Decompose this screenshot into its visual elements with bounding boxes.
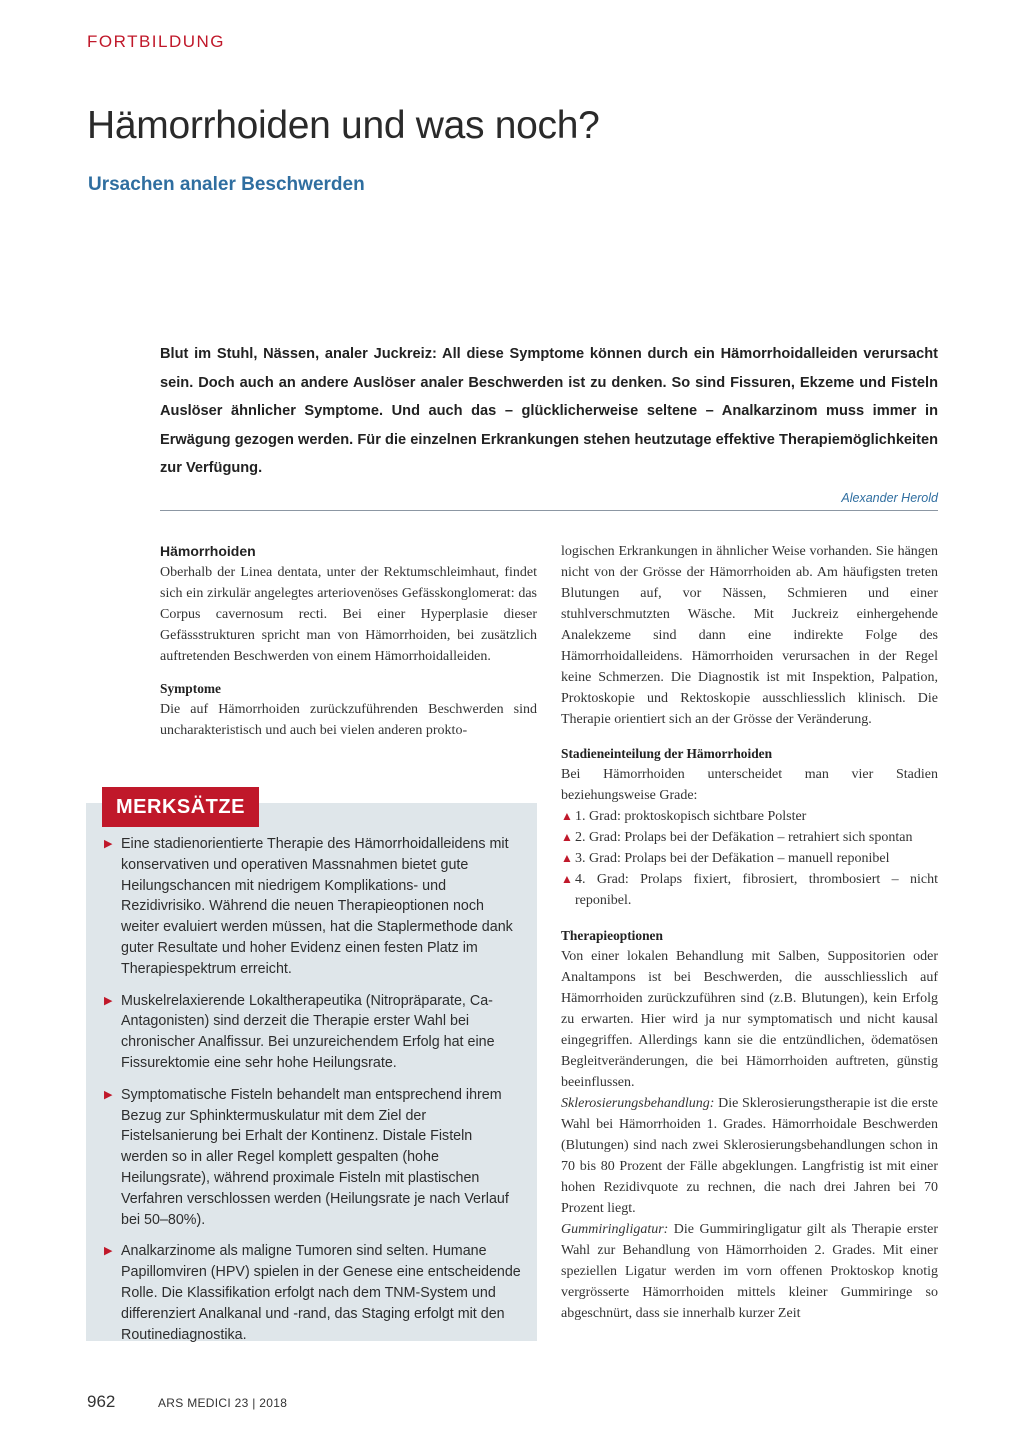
heading-therapieoptionen: Therapieoptionen: [561, 928, 663, 943]
body-paragraph: Die auf Hämorrhoiden zurückzuführenden Beschwerden sind uncharakteristisch und auch bei vielen anderen prokto-: [160, 702, 537, 738]
triangle-icon: ▲: [561, 830, 573, 844]
stage-item: [561, 848, 938, 869]
right-column: [561, 541, 938, 1324]
stage-text: 3. Grad: Prolaps bei der Defäkation – manuell reponibel: [575, 851, 890, 866]
merksaetze-title: MERKSÄTZE: [102, 787, 259, 827]
term-label: Gummiringligatur:: [561, 1222, 669, 1237]
arrow-right-icon: ▶: [104, 994, 113, 1007]
stage-text: 1. Grad: proktoskopisch sichtbare Polster: [575, 809, 807, 824]
merksatz-text: Muskelrelaxierende Lokaltherapeutika (Nitropräparate, Ca-Antagonisten) sind derzeit die Therapie erster Wahl bei chronischer Analfissur. Bei unzureichendem Erfolg hat eine Fissurektomie eine sehr hohe Heilungsrate.: [121, 992, 495, 1071]
body-paragraph: Oberhalb der Linea dentata, unter der Rektumschleimhaut, findet sich ein zirkulär angelegtes arteriovenöses Gefässkonglomerat: das Corpus cavernosum recti. Bei einer Hyperplasie dieser Gefässstrukturen spricht man von Hämorrhoiden, bei zusätzlich auftretenden Beschwerden von einem Hämorrhoidalleiden.: [160, 565, 537, 664]
merksatz-item: [104, 991, 522, 1074]
left-column: [160, 541, 537, 741]
journal-name: ARS MEDICI 23 | 2018: [158, 1396, 288, 1410]
merksatz-item: [104, 1241, 522, 1345]
body-paragraph: Von einer lokalen Behandlung mit Salben, Suppositorien oder Analtampons ist bei Beschwerden, die ausschliesslich auf Hämorrhoiden zurückzuführen sind (z.B. Blutungen), kein Erfolg zu erwarten. Hier wird ja nur symptomatisch und nicht kausal eingegriffen. Allerdings kann sie die entzündlichen, ödematösen Begleitveränderungen, die bei Hämorrhoiden auftreten, günstig beeinflussen.: [561, 949, 938, 1090]
heading-symptome: Symptome: [160, 681, 221, 696]
triangle-icon: ▲: [561, 851, 573, 865]
article-subtitle: Ursachen analer Beschwerden: [88, 174, 365, 195]
body-paragraph: [561, 1093, 938, 1219]
section-label: FORTBILDUNG: [87, 32, 226, 51]
triangle-icon: ▲: [561, 809, 573, 823]
divider-rule: [160, 510, 938, 511]
merksatz-text: Eine stadienorientierte Therapie des Hämorrhoidalleidens mit konservativen und operativen Massnahmen bietet gute Heilungschancen mit niedrigem Komplikations- und Rezidivrisiko. Während die neuen Therapieoptionen noch weiter evaluiert werden müssen, hat die Staplermethode dank guter Resultate und hoher Evidenz einen festen Platz im Therapiespektrum erreicht.: [121, 836, 513, 977]
stage-text: 4. Grad: Prolaps fixiert, fibrosiert, thrombosiert – nicht reponibel.: [575, 872, 938, 908]
arrow-right-icon: ▶: [104, 1245, 113, 1258]
article-title: Hämorrhoiden und was noch?: [87, 104, 600, 147]
body-paragraph: [561, 1219, 938, 1324]
stage-item: [561, 869, 938, 911]
page-number: 962: [87, 1392, 116, 1411]
merksatz-item: [104, 834, 522, 980]
lead-paragraph: Blut im Stuhl, Nässen, analer Juckreiz: All diese Symptome können durch ein Hämorrhoidalleiden verursacht sein. Doch auch an andere Auslöser analer Beschwerden ist zu denken. So sind Fissuren, Ekzeme und Fisteln Auslöser ähnlicher Symptome. Und auch das – glücklicherweise seltene – Analkarzinom muss immer in Erwägung gezogen werden. Für die einzelnen Erkrankungen stehen heutzutage effektive Therapiemöglichkeiten zur Verfügung.: [160, 346, 938, 477]
heading-haemorrhoiden: Hämorrhoiden: [160, 543, 256, 559]
term-text: Die Gummiringligatur gilt als Therapie erster Wahl zur Behandlung von Hämorrhoiden 2. Grades. Mit einer speziellen Ligatur werden im vorn offenen Proktoskop knotig vergrösserte Hämorrhoiden mittels kleiner Gummiringe so abgeschnürt, dass sie innerhalb kurzer Zeit: [561, 1222, 938, 1321]
merksatz-text: Analkarzinome als maligne Tumoren sind selten. Humane Papillomviren (HPV) spielen in der Genese eine entscheidende Rolle. Die Klassifikation erfolgt nach dem TNM-System und differenziert Analkanal und -rand, das Staging erfolgt mit den Routinediagnostika.: [121, 1243, 521, 1343]
stage-item: [561, 806, 938, 827]
term-text: Die Sklerosierungstherapie ist die erste Wahl bei Hämorrhoiden 1. Grades. Hämorrhoidale Beschwerden (Blutungen) sind nach zwei Sklerosierungsbehandlungen schon in 70 bis 80 Prozent der Fälle abgeklungen. Langfristig ist mit einer hohen Rezidivquote zu rechnen, die nach drei Jahren bei 70 Prozent liegt.: [561, 1096, 938, 1216]
arrow-right-icon: ▶: [104, 838, 113, 850]
author-name: Alexander Herold: [841, 491, 938, 505]
stage-text: 2. Grad: Prolaps bei der Defäkation – retrahiert sich spontan: [575, 830, 913, 845]
merksaetze-list: [104, 834, 522, 1356]
body-paragraph: Bei Hämorrhoiden unterscheidet man vier Stadien beziehungsweise Grade:: [561, 767, 938, 803]
stage-item: [561, 827, 938, 848]
heading-stadieneinteilung: Stadieneinteilung der Hämorrhoiden: [561, 746, 773, 761]
body-paragraph: logischen Erkrankungen in ähnlicher Weise vorhanden. Sie hängen nicht von der Grösse der Hämorrhoiden ab. Am häufigsten treten Blutungen auf, vor Nässen, Schmieren und einer stuhlverschmutzten Wäsche. Mit Juckreiz einhergehende Analekzeme sind dann eine indirekte Folge des Hämorrhoidalleidens. Hämorrhoiden verursachen in der Regel keine Schmerzen. Die Diagnostik ist mit Inspektion, Palpation, Proktoskopie und Rektoskopie ausschliesslich klinisch. Die Therapie orientiert sich an der Grösse der Veränderung.: [561, 544, 938, 727]
term-label: Sklerosierungsbehandlung:: [561, 1096, 715, 1111]
merksatz-item: [104, 1085, 522, 1231]
arrow-right-icon: ▶: [104, 1088, 113, 1101]
triangle-icon: ▲: [561, 872, 573, 886]
merksatz-text: Symptomatische Fisteln behandelt man entsprechend ihrem Bezug zur Sphinktermuskulatur mit dem Ziel der Fistelsanierung bei Erhalt der Kontinenz. Distale Fisteln werden so in aller Regel komplett gespalten (hohe Heilungsrate), während proximale Fisteln mit plastischen Verfahren verschlossen werden (Heilungsrate je nach Verlauf bei 50–80%).: [121, 1086, 509, 1228]
